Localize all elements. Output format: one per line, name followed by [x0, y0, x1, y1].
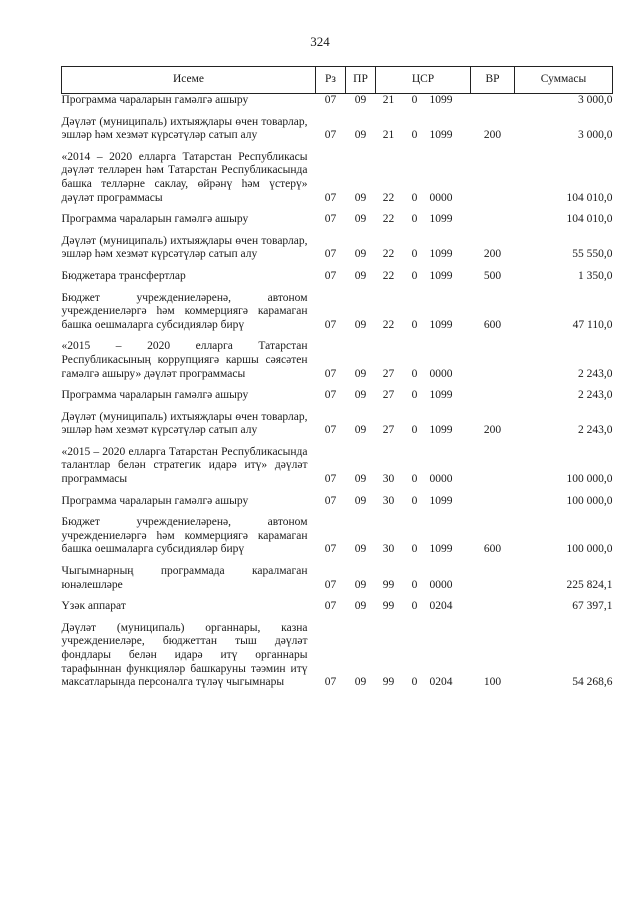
row-name: Бюджет учреждениеләренә, автоном учреждениеләргә һәм коммерциягә карамаган башка оешмаларга субсидияләр бирү — [61, 291, 308, 331]
table-row — [62, 592, 613, 614]
row-csr-direction: 1099 — [429, 318, 453, 331]
row-pr: 09 — [354, 129, 367, 142]
table-header — [62, 67, 613, 94]
row-csr-subprogram: 0 — [411, 191, 418, 204]
row-name: Программа чараларын гамәлгә ашыру — [61, 494, 249, 507]
row-rz: 07 — [324, 213, 337, 226]
row-csr-program: 21 — [382, 94, 395, 106]
row-vr — [471, 205, 515, 227]
row-sum: 100 000,0 — [566, 473, 613, 486]
table-row — [62, 487, 613, 509]
row-name: Дәүләт (муниципаль) ихтыяҗлары өчен товарлар, эшләр һәм хезмәт күрсәтүләр сатып алу — [61, 115, 308, 142]
row-csr-direction: 1099 — [429, 543, 453, 556]
row-vr — [471, 438, 515, 487]
row-csr-direction: 1099 — [429, 494, 453, 507]
header-csr: ЦСР — [376, 67, 471, 94]
row-sum: 3 000,0 — [578, 129, 613, 142]
row-rz: 07 — [324, 129, 337, 142]
row-sum: 225 824,1 — [566, 578, 613, 591]
table-row — [62, 94, 613, 108]
row-sum: 54 268,6 — [572, 676, 613, 689]
header-pr: ПР — [346, 67, 376, 94]
row-csr-subprogram: 0 — [411, 473, 418, 486]
row-rz: 07 — [324, 494, 337, 507]
row-pr: 09 — [354, 543, 367, 556]
table-row — [62, 227, 613, 262]
row-rz: 07 — [324, 318, 337, 331]
row-vr: 500 — [483, 269, 502, 282]
row-name: Үзәк аппарат — [61, 600, 126, 613]
row-csr-subprogram: 0 — [411, 129, 418, 142]
budget-table — [61, 66, 613, 690]
row-csr-direction: 1099 — [429, 269, 453, 282]
row-pr: 09 — [354, 494, 367, 507]
row-pr: 09 — [354, 578, 367, 591]
row-vr: 600 — [483, 318, 502, 331]
row-pr: 09 — [354, 191, 367, 204]
row-name: Программа чараларын гамәлгә ашыру — [61, 389, 249, 402]
row-sum: 55 550,0 — [572, 248, 613, 261]
row-rz: 07 — [324, 389, 337, 402]
row-name: Программа чараларын гамәлгә ашыру — [61, 94, 249, 106]
row-csr-subprogram: 0 — [411, 367, 418, 380]
row-csr-program: 27 — [382, 424, 395, 437]
row-name: Чыгымнарның программада каралмаган юнәлешләре — [61, 565, 308, 591]
row-csr-program: 30 — [382, 473, 395, 486]
row-pr: 09 — [354, 269, 367, 282]
row-name: «2015 – 2020 елларга Татарстан Республикасының коррупциягә каршы сәясәтен гамәлгә ашыру» дәүләт программасы — [61, 340, 308, 380]
row-name: «2014 – 2020 елларга Татарстан Республикасы дәүләт телләрен һәм Татарстан Республикасында башка телләрне саклау, өйрәнү һәм үстерү» дәүләт программасы — [61, 150, 308, 204]
row-vr — [471, 143, 515, 205]
row-csr-program: 27 — [382, 367, 395, 380]
row-sum: 67 397,1 — [572, 600, 613, 613]
table-row — [62, 262, 613, 284]
row-pr: 09 — [354, 318, 367, 331]
row-csr-subprogram: 0 — [411, 389, 418, 402]
row-csr-program: 99 — [382, 578, 395, 591]
header-rz: Рз — [316, 67, 346, 94]
row-sum: 104 010,0 — [566, 191, 613, 204]
row-csr-subprogram: 0 — [411, 269, 418, 282]
table-row — [62, 332, 613, 381]
row-csr-direction: 1099 — [429, 424, 453, 437]
row-csr-program: 99 — [382, 600, 395, 613]
row-sum: 3 000,0 — [578, 94, 613, 106]
table-body — [62, 94, 613, 690]
row-rz: 07 — [324, 543, 337, 556]
row-name: Программа чараларын гамәлгә ашыру — [61, 213, 249, 226]
row-csr-program: 22 — [382, 213, 395, 226]
row-pr: 09 — [354, 424, 367, 437]
table-row — [62, 614, 613, 690]
row-csr-subprogram: 0 — [411, 578, 418, 591]
row-csr-program: 99 — [382, 676, 395, 689]
row-csr-program: 22 — [382, 318, 395, 331]
row-pr: 09 — [354, 367, 367, 380]
row-pr: 09 — [354, 600, 367, 613]
header-name: Исеме — [62, 67, 316, 94]
row-csr-subprogram: 0 — [411, 676, 418, 689]
row-vr — [471, 557, 515, 592]
row-rz: 07 — [324, 367, 337, 380]
row-csr-direction: 0000 — [429, 367, 453, 380]
row-sum: 2 243,0 — [578, 367, 613, 380]
row-sum: 100 000,0 — [566, 543, 613, 556]
row-vr: 100 — [483, 676, 502, 689]
row-csr-direction: 0000 — [429, 191, 453, 204]
header-sum: Суммасы — [515, 67, 613, 94]
table-row — [62, 143, 613, 205]
row-vr — [471, 487, 515, 509]
row-rz: 07 — [324, 191, 337, 204]
row-rz: 07 — [324, 600, 337, 613]
row-rz: 07 — [324, 94, 337, 106]
row-rz: 07 — [324, 424, 337, 437]
page-number: 324 — [310, 34, 330, 49]
row-name: Дәүләт (муниципаль) ихтыяҗлары өчен товарлар, эшләр һәм хезмәт күрсәтүләр сатып алу — [61, 410, 308, 437]
row-name: «2015 – 2020 елларга Татарстан Республикасында талантлар белән стратегик идарә итү» дәүләт программасы — [61, 445, 308, 486]
row-csr-direction: 1099 — [429, 213, 453, 226]
row-csr-program: 30 — [382, 543, 395, 556]
row-vr — [471, 332, 515, 381]
table-row — [62, 108, 613, 143]
row-name: Бюджетара трансфертлар — [61, 269, 186, 282]
row-csr-program: 22 — [382, 269, 395, 282]
table-row — [62, 508, 613, 557]
row-sum: 47 110,0 — [572, 318, 613, 331]
row-rz: 07 — [324, 269, 337, 282]
row-csr-subprogram: 0 — [411, 424, 418, 437]
row-rz: 07 — [324, 248, 337, 261]
row-name: Дәүләт (муниципаль) ихтыяҗлары өчен товарлар, эшләр һәм хезмәт күрсәтүләр сатып алу — [61, 234, 308, 261]
row-csr-direction: 0204 — [429, 676, 453, 689]
row-sum: 2 243,0 — [578, 389, 613, 402]
row-csr-direction: 0000 — [429, 473, 453, 486]
row-csr-direction: 1099 — [429, 94, 453, 106]
table-row — [62, 205, 613, 227]
row-csr-subprogram: 0 — [411, 543, 418, 556]
row-csr-direction: 1099 — [429, 389, 453, 402]
row-vr: 200 — [483, 129, 502, 142]
row-csr-subprogram: 0 — [411, 318, 418, 331]
row-sum: 104 010,0 — [566, 213, 613, 226]
table-row — [62, 403, 613, 438]
row-sum: 100 000,0 — [566, 494, 613, 507]
row-pr: 09 — [354, 473, 367, 486]
row-vr: 200 — [483, 248, 502, 261]
row-csr-subprogram: 0 — [411, 94, 418, 106]
row-name: Бюджет учреждениеләренә, автоном учреждениеләргә һәм коммерциягә карамаган башка оешмаларга субсидияләр бирү — [61, 516, 308, 556]
row-sum: 1 350,0 — [578, 269, 613, 282]
row-csr-direction: 1099 — [429, 129, 453, 142]
row-csr-program: 21 — [382, 129, 395, 142]
row-sum: 2 243,0 — [578, 424, 613, 437]
row-csr-subprogram: 0 — [411, 213, 418, 226]
table-row — [62, 284, 613, 333]
row-pr: 09 — [354, 389, 367, 402]
table-row — [62, 438, 613, 487]
row-csr-direction: 1099 — [429, 248, 453, 261]
header-vr: ВР — [471, 67, 515, 94]
row-pr: 09 — [354, 676, 367, 689]
row-rz: 07 — [324, 473, 337, 486]
row-csr-subprogram: 0 — [411, 494, 418, 507]
row-rz: 07 — [324, 676, 337, 689]
row-pr: 09 — [354, 94, 367, 106]
row-pr: 09 — [354, 248, 367, 261]
row-rz: 07 — [324, 578, 337, 591]
row-vr — [471, 381, 515, 403]
table-row — [62, 557, 613, 592]
row-vr — [471, 592, 515, 614]
row-csr-direction: 0204 — [429, 600, 453, 613]
row-vr: 200 — [483, 424, 502, 437]
row-csr-subprogram: 0 — [411, 248, 418, 261]
row-vr — [471, 94, 515, 108]
row-name: Дәүләт (муниципаль) органнары, казна учреждениеләре, бюджеттан тыш дәүләт фондлары белән идарә итү органнары тарафыннан функцияләр башкаруны тәэмин итү максатларында персоналга түләү чыгымнары — [61, 621, 308, 689]
row-csr-program: 27 — [382, 389, 395, 402]
row-csr-direction: 0000 — [429, 578, 453, 591]
row-csr-program: 22 — [382, 191, 395, 204]
row-csr-program: 30 — [382, 494, 395, 507]
row-pr: 09 — [354, 213, 367, 226]
row-csr-subprogram: 0 — [411, 600, 418, 613]
table-row — [62, 381, 613, 403]
row-csr-program: 22 — [382, 248, 395, 261]
row-vr: 600 — [483, 543, 502, 556]
